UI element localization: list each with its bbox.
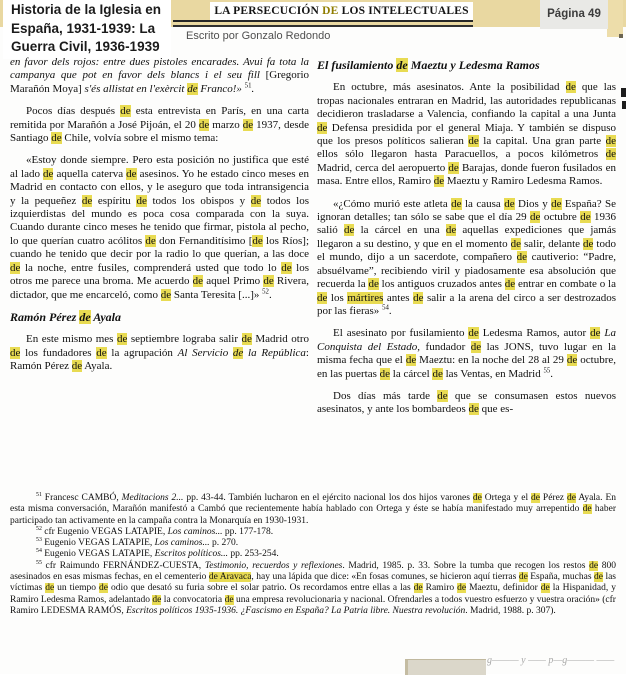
byline: Escrito por Gonzalo Redondo — [186, 30, 331, 42]
book-title: Historia de la Iglesia en España, 1931-1939: La Guerra Civil, 1936-1939 — [11, 2, 162, 54]
footnote: $^{55}$ cfr Raimundo FERNÁNDEZ-CUESTA, Testimonio, recuerdos y reflexiones. Madrid, 1985. p. 33. Sobre la tumba que recogen los restos de 800 asesinados en esas mismas fechas, en el cementerio de Aravaca, hay una lápida que dice: «En fosas comunes, se hicieron aquí tierras de España, muchas de las víctimas de un tiempo de odio que desató su furia sobre el solar patrio. Os recordamos entre ellas a las de Ramiro de Maeztu, definidor de la Hispanidad, y Ramiro Ledesma Ramos, adelantado de la convocatoria de una empresa revolucionaria y nacional. Ofrendarles a todos vuestro esfuerzo y vuestra oración» (cfr Ramiro LEDESMA RAMÓS, Escritos políticos 1935-1936. ¿Fascismo en España? La Patria libre. Nuestra revolución. Madrid, 1988. p. 307). — [10, 559, 617, 616]
page-body — [10, 56, 616, 617]
page-number: Página 49 — [547, 8, 601, 20]
book-title-box — [3, 0, 171, 59]
block-quote: «¿Cómo murió este atleta de la causa de Dios y de España? Se ignoran detalles; tan sólo se sabe que el día 29 de octubre de 1936 salió de la cárcel en una de aquellas expediciones que jamás llegaron a su destino, y que en el momento de salir, delante de todo el mundo, dijo a un sacerdote, compañero de cautiverio: “Padre, absuélvame”, recibiendo viril y piadosamente esa absolución que recuerda la de los antiguos cruzados antes de entrar en combate o la de los mártires antes de salir a la arena del circo a ser destrozados por las fieras» $^{54}$. — [317, 197, 617, 317]
next-page-fragment-box — [405, 659, 486, 675]
paragraph: Pocos días después de esta entrevista en París, en una carta remitida por Marañón a José Pijoán, el 20 de marzo de 1937, desde Santiago de Chile, volvía sobre el mismo tema: — [10, 105, 310, 145]
paragraph: El asesinato por fusilamiento de Ledesma Ramos, autor de La Conquista del Estado, fundador de las JONS, tuvo lugar en la misma fecha que el de Maeztu: en la noche del 28 al 29 de octubre, en las puertas de la cárcel de las Ventas, en Madrid $^{55}$. — [317, 327, 616, 380]
footnote: $^{53}$ Eugenio VEGAS LATAPIE, Los caminos... p. 270. — [36, 537, 239, 549]
chapter-title-box — [210, 2, 473, 20]
scan-artifact — [621, 88, 626, 97]
scan-artifact — [622, 101, 626, 109]
left-column — [10, 56, 309, 383]
block-quote: «Estoy donde siempre. Pero esta posición no justifica que esté al lado de aquella caterva de asesinos. Yo he estado cinco meses en Madrid en contacto con ellos, y le aseguro que toda intransigencia y la pequeñez de espíritu de todos los obispos y de todos los izquierdistas del mundo es poca cosa comparada con la suya. Cuando durante cinco meses he tenido que firmar, pistola al pecho, lo que querían cuatro acólitos de don Fernanditísimo [de los Ríos]; cuando he tenido que decir por la radio lo que querían, a las doce de la noche, entre fusiles, comprenderá usted que todo lo de los otros me parece una broma. Me acuerdo de aquel Primo de Rivera, dictador, que me encarceló, como de Santa Teresita [...]» $^{52}$. — [10, 154, 309, 301]
footnote: $^{54}$ Eugenio VEGAS LATAPIE, Escritos políticos... pp. 253-254. — [36, 548, 279, 560]
right-column — [317, 56, 616, 426]
section-heading: El fusilamiento de Maeztu y Ledesma Ramos — [317, 58, 540, 72]
section-heading: Ramón Pérez de Ayala — [10, 309, 121, 324]
two-column-text — [10, 56, 616, 490]
page-number-badge — [540, 0, 608, 29]
chapter-underline — [173, 20, 473, 27]
footnotes-section — [10, 493, 616, 617]
next-page-fragment-text: g——— y —— p—g——— —— — [487, 655, 615, 666]
paragraph: En octubre, más asesinatos. Ante la posibilidad de que las tropas nacionales entraran en Madrid, las autoridades republicanas decidieron trasladarse a Valencia, confiando la capital a una Junta de Defensa presidida por el general Miaja. Y también se dispuso que los presos políticos salieran de la capital. Una gran parte de ellos sólo llegaron hasta Paracuellos, a pocos kilómetros de Madrid, cerca del aeropuerto de Barajas, donde fueron fusilados en masa. Entre ellos, Ramiro de Maeztu y Ramiro Ledesma Ramos. — [317, 81, 616, 188]
footnote: $^{52}$ cfr Eugenio VEGAS LATAPIE, Los caminos... pp. 177-178. — [36, 525, 274, 537]
footnote: $^{51}$ Francesc CAMBÓ, Meditacions 2... pp. 43-44. También lucharon en el ejército nacional los dos hijos varones de Ortega y el de Pérez de Ayala. En esta misma conversación, Marañón manifestó a Cambó que recientemente había hablado con Ortega y éste se había manifestado muy arrepentido de haber participado tan activamente en la campaña contra la Monarquía en 1930-1931. — [10, 491, 616, 526]
right-edge-strip — [607, 0, 623, 37]
block-quote: en favor dels rojos: entre dues pistoles encarades. Avui fa tota la campanya que pot en favor dels blancs i el seu fill [Gregorio Marañón Moya] s'és allistat en l'exèrcit de Franco!» $^{51}$. — [10, 56, 309, 95]
paragraph: En este mismo mes de septiembre lograba salir de Madrid otro de los fundadores de la agrupación Al Servicio de la República: Ramón Pérez de Ayala. — [10, 333, 309, 373]
paragraph: Dos días más tarde de que se consumasen estos nuevos asesinatos, y ante los bombardeos de que es- — [317, 389, 616, 416]
chapter-title: LA PERSECUCIÓN DE LOS INTELECTUALES — [214, 5, 469, 17]
scan-artifact — [619, 34, 623, 38]
